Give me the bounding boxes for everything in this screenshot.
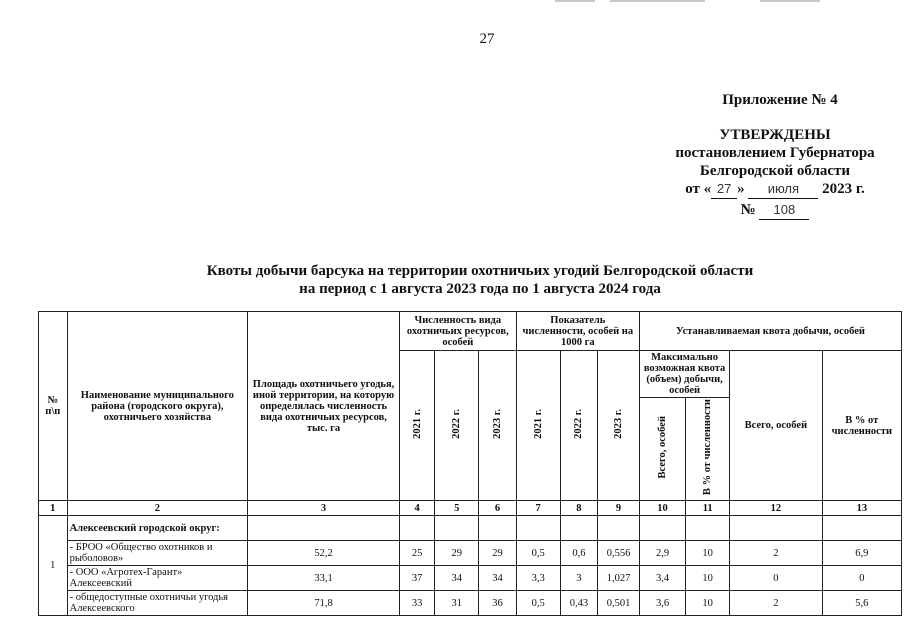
header-dens-2021: 2021 г. [516, 351, 560, 501]
cell-value: 10 [686, 591, 730, 616]
header-max-percent: В % от численности [686, 398, 730, 501]
number-value: 108 [759, 201, 809, 220]
date-prefix: от « [685, 181, 712, 197]
title-line: на период с 1 августа 2023 года по 1 августа 2024 года [299, 281, 661, 297]
table-row [39, 516, 902, 541]
header-pop-2021: 2021 г. [399, 351, 434, 501]
cell-value: 71,8 [248, 591, 400, 616]
col-number: 10 [639, 501, 685, 516]
col-number: 7 [516, 501, 560, 516]
cell-value: 0,43 [560, 591, 597, 616]
cell-value: 0,5 [516, 591, 560, 616]
cell-value: 0,556 [598, 541, 640, 566]
header-density-group: Показатель численности, особей на 1000 га [516, 312, 639, 351]
cell-value: 2 [730, 541, 822, 566]
cell-value: 0 [822, 566, 901, 591]
cell-value: 3,4 [639, 566, 685, 591]
header-num: № п\п [39, 312, 68, 501]
number-prefix: № [740, 202, 756, 218]
cell-value: 33 [399, 591, 434, 616]
cell-value: 0,6 [560, 541, 597, 566]
cell-value: 3,6 [639, 591, 685, 616]
cell-value: 3 [560, 566, 597, 591]
cell-value: 10 [686, 541, 730, 566]
quota-table [38, 311, 902, 616]
col-number: 6 [479, 501, 516, 516]
cell-value: 29 [479, 541, 516, 566]
document-title [150, 262, 810, 298]
cell-value: 37 [399, 566, 434, 591]
header-pop-2023: 2023 г. [479, 351, 516, 501]
cell-value: 31 [435, 591, 479, 616]
cell-value: 1,027 [598, 566, 640, 591]
cell-value: 34 [435, 566, 479, 591]
table-row [39, 591, 902, 616]
district-number: 1 [39, 516, 68, 616]
col-number: 4 [399, 501, 434, 516]
cell-value: 5,6 [822, 591, 901, 616]
cell-value: 6,9 [822, 541, 901, 566]
header-area: Площадь охотничьего угодья, иной территории, на которую определялась численность вида охотничьих ресурсов, тыс. га [248, 312, 400, 501]
col-number: 1 [39, 501, 68, 516]
hunting-ground-name: - общедоступные охотничьи угодья Алексеевского [67, 591, 248, 616]
cell-value: 36 [479, 591, 516, 616]
approval-block [665, 126, 885, 220]
header-name: Наименование муниципального района (городского округа), охотничьего хозяйства [67, 312, 248, 501]
scan-artifact [610, 0, 705, 2]
date-month: июля [748, 180, 818, 199]
header-max-total: Всего, особей [639, 398, 685, 501]
date-day: 27 [711, 180, 737, 199]
col-number: 12 [730, 501, 822, 516]
col-number: 11 [686, 501, 730, 516]
hunting-ground-name: - БРОО «Общество охотников и рыболовов» [67, 541, 248, 566]
date-year: 2023 г. [822, 181, 865, 197]
cell-value: 0,501 [598, 591, 640, 616]
cell-value: 3,3 [516, 566, 560, 591]
col-number: 3 [248, 501, 400, 516]
header-total: Всего, особей [730, 351, 822, 501]
table-row [39, 541, 902, 566]
date-mid: » [737, 181, 745, 197]
header-population-group: Численность вида охотничьих ресурсов, особей [399, 312, 516, 351]
header-pop-2022: 2022 г. [435, 351, 479, 501]
header-dens-2023: 2023 г. [598, 351, 640, 501]
col-number: 8 [560, 501, 597, 516]
scan-artifact [760, 0, 820, 2]
header-dens-2022: 2022 г. [560, 351, 597, 501]
cell-value: 2,9 [639, 541, 685, 566]
district-name: Алексеевский городской округ: [67, 516, 248, 541]
cell-value: 29 [435, 541, 479, 566]
page-number: 27 [479, 31, 495, 47]
col-number: 9 [598, 501, 640, 516]
scan-artifact [555, 0, 595, 2]
title-line: Квоты добычи барсука на территории охотничьих угодий Белгородской области [206, 263, 754, 279]
cell-value: 25 [399, 541, 434, 566]
approved-line: постановлением Губернатора [675, 145, 875, 161]
approval-date [665, 180, 885, 199]
cell-value: 33,1 [248, 566, 400, 591]
cell-value: 34 [479, 566, 516, 591]
header-quota-group: Устанавливаемая квота добычи, особей [639, 312, 901, 351]
cell-value: 10 [686, 566, 730, 591]
header-percent: В % от численности [822, 351, 901, 501]
table-row [39, 566, 902, 591]
hunting-ground-name: - ООО «Агротех-Гарант» Алексеевский [67, 566, 248, 591]
cell-value: 2 [730, 591, 822, 616]
approval-number [665, 201, 885, 220]
col-number: 13 [822, 501, 901, 516]
col-number: 5 [435, 501, 479, 516]
appendix-label: Приложение № 4 [722, 92, 838, 108]
col-number: 2 [67, 501, 248, 516]
approved-line: Белгородской области [699, 163, 851, 179]
approved-line: УТВЕРЖДЕНЫ [719, 127, 831, 143]
cell-value: 52,2 [248, 541, 400, 566]
column-number-row [39, 501, 902, 516]
cell-value: 0 [730, 566, 822, 591]
header-max-quota-group: Максимально возможная квота (объем) добычи, особей [639, 351, 729, 398]
cell-value: 0,5 [516, 541, 560, 566]
